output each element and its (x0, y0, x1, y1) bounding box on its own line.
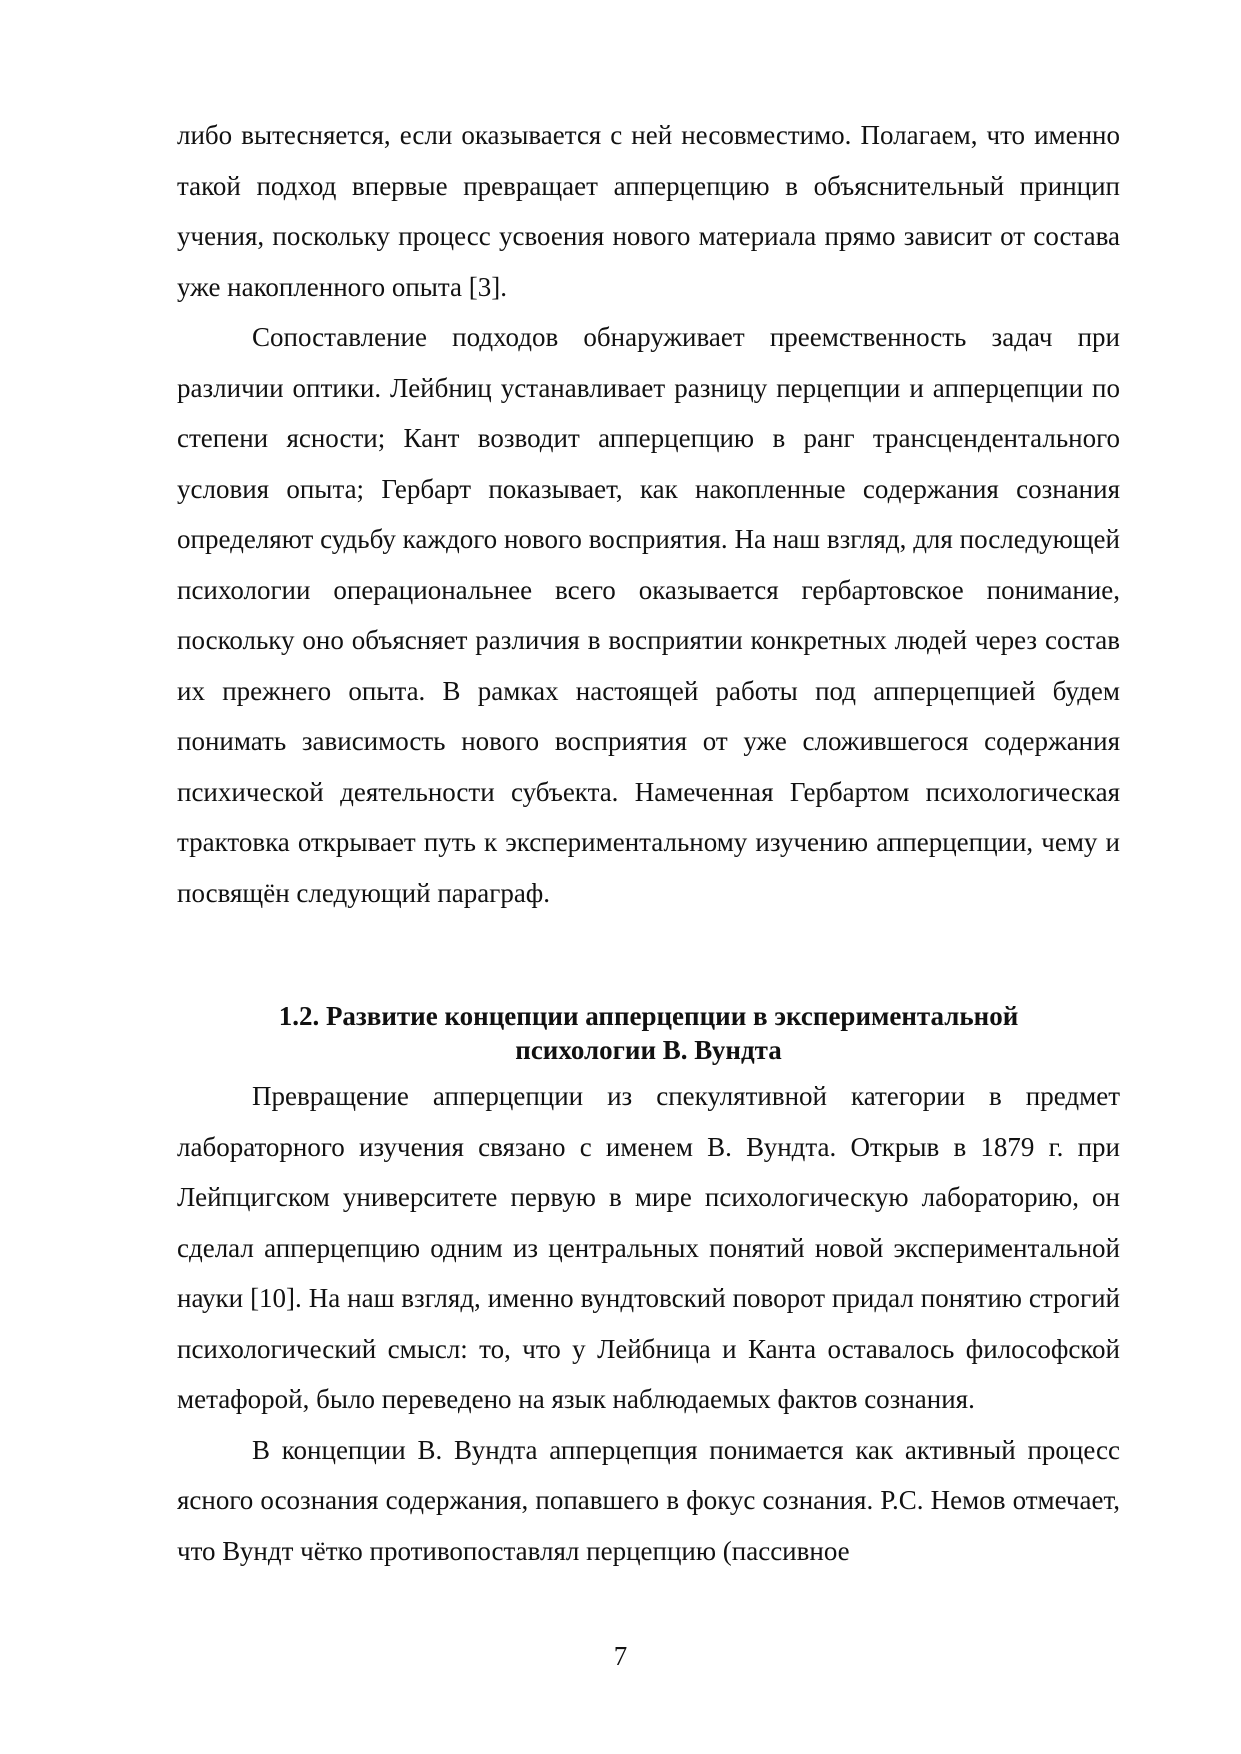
paragraph-wundt-intro: Превращение апперцепции из спекулятивной категории в предмет лабораторного изучения связано с именем В. Вундта. Открыв в 1879 г. при Лейпцигском университете первую в мире психологическую лабораторию, он сделал апперцепцию одним из центральных понятий новой экспериментальной науки [10]. На наш взгляд, именно вундтовский поворот придал понятию строгий психологический смысл: то, что у Лейбница и Канта оставалось философской метафорой, было переведено на язык наблюдаемых фактов сознания. (177, 1081, 1120, 1414)
text-block-upper (177, 110, 1120, 918)
section-heading-line-1: 1.2. Развитие концепции апперцепции в экспериментальной (278, 1001, 1019, 1031)
paragraph-continuation: либо вытесняется, если оказывается с ней несовместимо. Полагаем, что именно такой подход впервые превращает апперцепцию в объяснительный принцип учения, поскольку процесс усвоения нового материала прямо зависит от состава уже накопленного опыта [3]. (177, 120, 1120, 302)
paragraph-wundt-concept: В концепции В. Вундта апперцепция понимается как активный процесс ясного осознания содержания, попавшего в фокус сознания. Р.С. Немов отмечает, что Вундт чётко противопоставлял перцепцию (пассивное (177, 1434, 1120, 1566)
section-heading (177, 1000, 1120, 1067)
section-heading-line-2: психологии В. Вундта (515, 1034, 782, 1065)
paragraph-comparison: Сопоставление подходов обнаруживает преемственность задач при различии оптики. Лейбниц устанавливает разницу перцепции и апперцепции по степени ясности; Кант возводит апперцепцию в ранг трансцендентального условия опыта; Гербарт показывает, как накопленные содержания сознания определяют судьбу каждого нового восприятия. На наш взгляд, для последующей психологии операциональнее всего оказывается гербартовское понимание, поскольку оно объясняет различия в восприятии конкретных людей через состав их прежнего опыта. В рамках настоящей работы под апперцепцией будем понимать зависимость нового восприятия от уже сложившегося содержания психической деятельности субъекта. Намеченная Гербартом психологическая трактовка открывает путь к экспериментальному изучению апперцепции, чему и посвящён следующий параграф. (177, 322, 1120, 908)
text-block-lower (177, 1071, 1120, 1576)
page-number: 7 (613, 1641, 628, 1671)
